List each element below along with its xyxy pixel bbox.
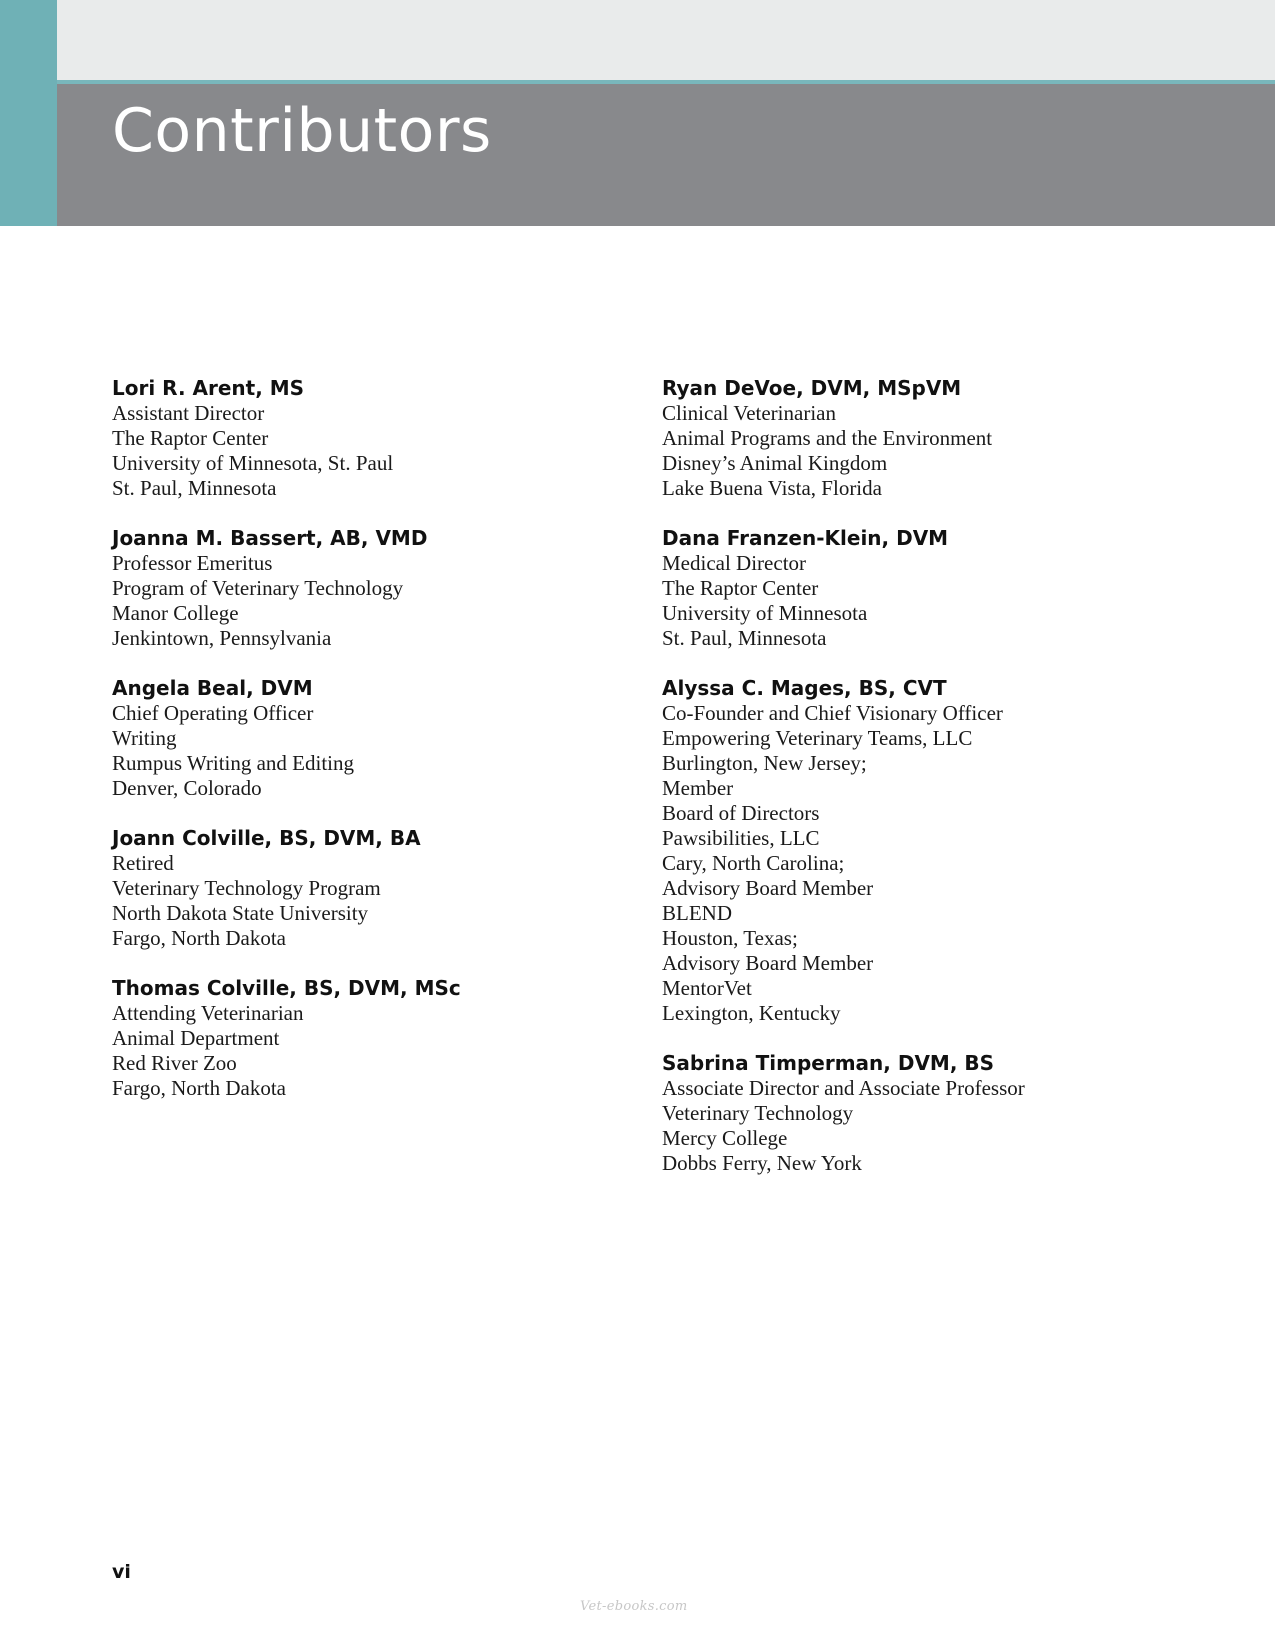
contributor-affiliation-line: Veterinary Technology Program [112,876,381,900]
contributor-affiliation-line: Veterinary Technology [662,1101,854,1125]
contributor-affiliation-line: BLEND [662,901,732,925]
contributor-affiliation-line: Lake Buena Vista, Florida [662,476,882,500]
contributor-entry [112,376,632,501]
contributor-affiliation-line: Mercy College [662,1126,788,1150]
contributor-entry [112,826,632,951]
contributor-affiliation-line: North Dakota State University [112,901,369,925]
contributor-affiliation-line: Advisory Board Member [662,951,874,975]
contributor-entry [662,1051,1182,1176]
watermark: Vet-ebooks.com [580,1599,688,1614]
contributor-affiliation-line: Pawsibilities, LLC [662,826,820,850]
contributor-name: Joanna M. Bassert, AB, VMD [112,526,428,550]
contributor-entry [662,376,1182,501]
contributor-affiliation-line: Cary, North Carolina; [662,851,845,875]
contributor-entry [662,676,1182,1026]
contributor-affiliation-line: Disney’s Animal Kingdom [662,451,888,475]
contributor-affiliation-line: Fargo, North Dakota [112,926,286,950]
contributor-affiliation-line: St. Paul, Minnesota [112,476,277,500]
contributor-affiliation-line: Associate Director and Associate Professor [662,1076,1025,1100]
contributor-affiliation-line: Assistant Director [112,401,265,425]
contributor-affiliation-line: Professor Emeritus [112,551,273,575]
teal-accent-bar [0,0,57,226]
contributor-entry [662,526,1182,651]
contributor-affiliation-line: Writing [112,726,177,750]
contributor-affiliation-line: The Raptor Center [112,426,269,450]
contributor-affiliation-line: Red River Zoo [112,1051,237,1075]
contributor-affiliation-line: Manor College [112,601,239,625]
contributor-affiliation-line: St. Paul, Minnesota [662,626,827,650]
contributor-affiliation-line: Attending Veterinarian [112,1001,304,1025]
contributor-affiliation-line: Burlington, New Jersey; [662,751,867,775]
contributor-affiliation-line: Fargo, North Dakota [112,1076,286,1100]
contributor-affiliation-line: Retired [112,851,174,875]
contributor-name: Ryan DeVoe, DVM, MSpVM [662,376,962,400]
contributor-affiliation-line: Lexington, Kentucky [662,1001,841,1025]
contributor-affiliation-line: Chief Operating Officer [112,701,314,725]
contributor-affiliation-line: Animal Programs and the Environment [662,426,993,450]
contributor-affiliation-line: Houston, Texas; [662,926,798,950]
contributor-affiliation-line: Medical Director [662,551,807,575]
contributor-affiliation-line: Dobbs Ferry, New York [662,1151,862,1175]
contributor-affiliation-line: University of Minnesota [662,601,868,625]
contributor-affiliation-line: Board of Directors [662,801,820,825]
contributor-affiliation-line: Rumpus Writing and Editing [112,751,355,775]
contributor-affiliation-line: Animal Department [112,1026,280,1050]
contributor-affiliation-line: The Raptor Center [662,576,819,600]
contributor-affiliation-line: Empowering Veterinary Teams, LLC [662,726,973,750]
contributor-name: Sabrina Timperman, DVM, BS [662,1051,995,1075]
contributor-name: Dana Franzen-Klein, DVM [662,526,949,550]
contributor-affiliation-line: Member [662,776,734,800]
contributor-entry [112,526,632,651]
contributor-affiliation-line: Co-Founder and Chief Visionary Officer [662,701,1003,725]
header-top-band [0,0,1275,82]
contributor-name: Lori R. Arent, MS [112,376,305,400]
contributor-entry [112,976,632,1101]
contributor-affiliation-line: Denver, Colorado [112,776,262,800]
contributor-affiliation-line: Clinical Veterinarian [662,401,836,425]
contributors-left-column [112,376,632,1126]
contributor-name: Thomas Colville, BS, DVM, MSc [112,976,461,1000]
contributor-name: Joann Colville, BS, DVM, BA [112,826,421,850]
page-title: Contributors [112,96,492,166]
contributor-entry [112,676,632,801]
contributor-affiliation-line: Jenkintown, Pennsylvania [112,626,332,650]
contributors-right-column [662,376,1182,1201]
contributor-name: Alyssa C. Mages, BS, CVT [662,676,947,700]
contributor-affiliation-line: MentorVet [662,976,752,1000]
page-number: vi [112,1561,131,1583]
contributor-affiliation-line: University of Minnesota, St. Paul [112,451,394,475]
contributor-affiliation-line: Program of Veterinary Technology [112,576,404,600]
contributor-name: Angela Beal, DVM [112,676,313,700]
contributor-affiliation-line: Advisory Board Member [662,876,874,900]
